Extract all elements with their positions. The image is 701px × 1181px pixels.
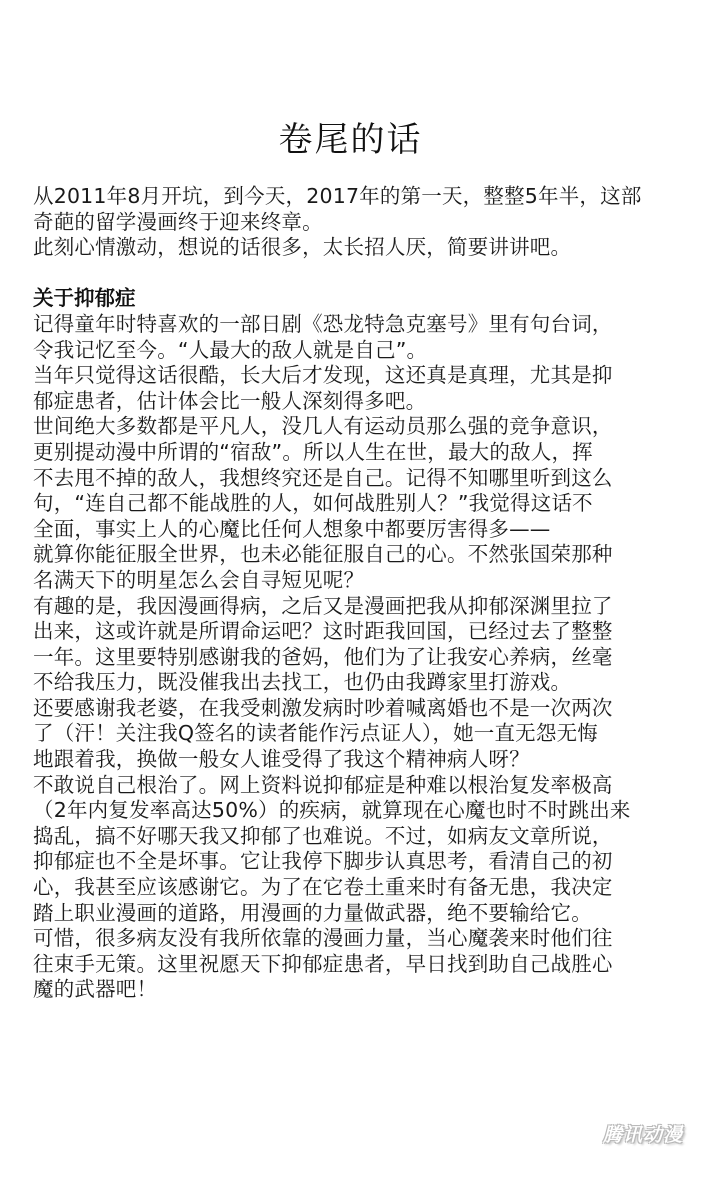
- section-line: 名满天下的明星怎么会自寻短见呢？: [33, 567, 365, 592]
- section-line: 出来，这或许就是所谓命运吧？这时距我回国，已经过去了整整: [33, 619, 613, 644]
- section-line: 有趣的是，我因漫画得病，之后又是漫画把我从抑郁深渊里拉了: [33, 593, 613, 618]
- section-line: 不敢说自己根治了。网上资料说抑郁症是种难以根治复发率极高: [33, 772, 613, 797]
- section-heading: 关于抑郁症: [33, 286, 136, 311]
- section-line: 抑郁症也不全是坏事。它让我停下脚步认真思考，看清自己的初: [33, 849, 613, 874]
- section-line: 魔的武器吧！: [33, 977, 158, 1002]
- section-line: 就算你能征服全世界，也未必能征服自己的心。不然张国荣那种: [33, 542, 613, 567]
- section-line: 令我记忆至今。“人最大的敌人就是自己”。: [33, 337, 428, 362]
- section-line: 郁症患者，估计体会比一般人深刻得多吧。: [33, 388, 427, 413]
- section-line: 了（汗！关注我Q签名的读者能作污点证人），她一直无怨无悔: [33, 721, 598, 746]
- intro-line: 从2011年8月开坑，到今天，2017年的第一天，整整5年半，这部: [33, 184, 642, 208]
- afterword-body: [33, 184, 673, 1003]
- section-line: 世间绝大多数都是平凡人，没几人有运动员那么强的竞争意识，: [33, 414, 613, 439]
- section-line: 记得童年时特喜欢的一部日剧《恐龙特急克塞号》里有句台词，: [33, 311, 613, 336]
- intro-line: 此刻心情激动，想说的话很多，太长招人厌，简要讲讲吧。: [33, 235, 572, 260]
- section-line: 不去甩不掉的敌人，我想终究还是自己。记得不知哪里听到这么: [33, 465, 613, 490]
- page-title: 卷尾的话: [278, 120, 423, 160]
- tencent-comic-watermark: 腾讯动漫: [602, 1124, 683, 1146]
- intro-line: 奇葩的留学漫画终于迎来终章。: [33, 209, 323, 234]
- section-line: （2年内复发率高达50%）的疾病，就算现在心魔也时不时跳出来: [33, 798, 631, 823]
- paragraph-spacer: [33, 261, 673, 287]
- section-line: 还要感谢我老婆，在我受刺激发病时吵着喊离婚也不是一次两次: [33, 695, 613, 720]
- section-line: 可惜，很多病友没有我所依靠的漫画力量，当心魔袭来时他们往: [33, 926, 613, 951]
- section-line: 心，我甚至应该感谢它。为了在它卷土重来时有备无患，我决定: [33, 875, 613, 900]
- section-line: 捣乱，搞不好哪天我又抑郁了也难说。不过，如病友文章所说，: [33, 823, 613, 848]
- section-lines: [33, 312, 673, 1003]
- section-line: 往束手无策。这里祝愿天下抑郁症患者，早日找到助自己战胜心: [33, 951, 613, 976]
- section-line: 一年。这里要特别感谢我的爸妈，他们为了让我安心养病，丝毫: [33, 644, 613, 669]
- section-line: 更别提动漫中所谓的“宿敌”。所以人生在世，最大的敌人，挥: [33, 439, 593, 464]
- section-line: 踏上职业漫画的道路，用漫画的力量做武器，绝不要输给它。: [33, 900, 592, 925]
- section-line: 地跟着我，换做一般女人谁受得了我这个精神病人呀？: [33, 747, 530, 772]
- section-line: 全面，事实上人的心魔比任何人想象中都要厉害得多——: [33, 516, 551, 541]
- section-line: 当年只觉得这话很酷，长大后才发现，这还真是真理，尤其是抑: [33, 363, 613, 388]
- section-line: 句，“连自己都不能战胜的人，如何战胜别人？”我觉得这话不: [33, 491, 593, 516]
- section-line: 不给我压力，既没催我出去找工，也仍由我蹲家里打游戏。: [33, 670, 572, 695]
